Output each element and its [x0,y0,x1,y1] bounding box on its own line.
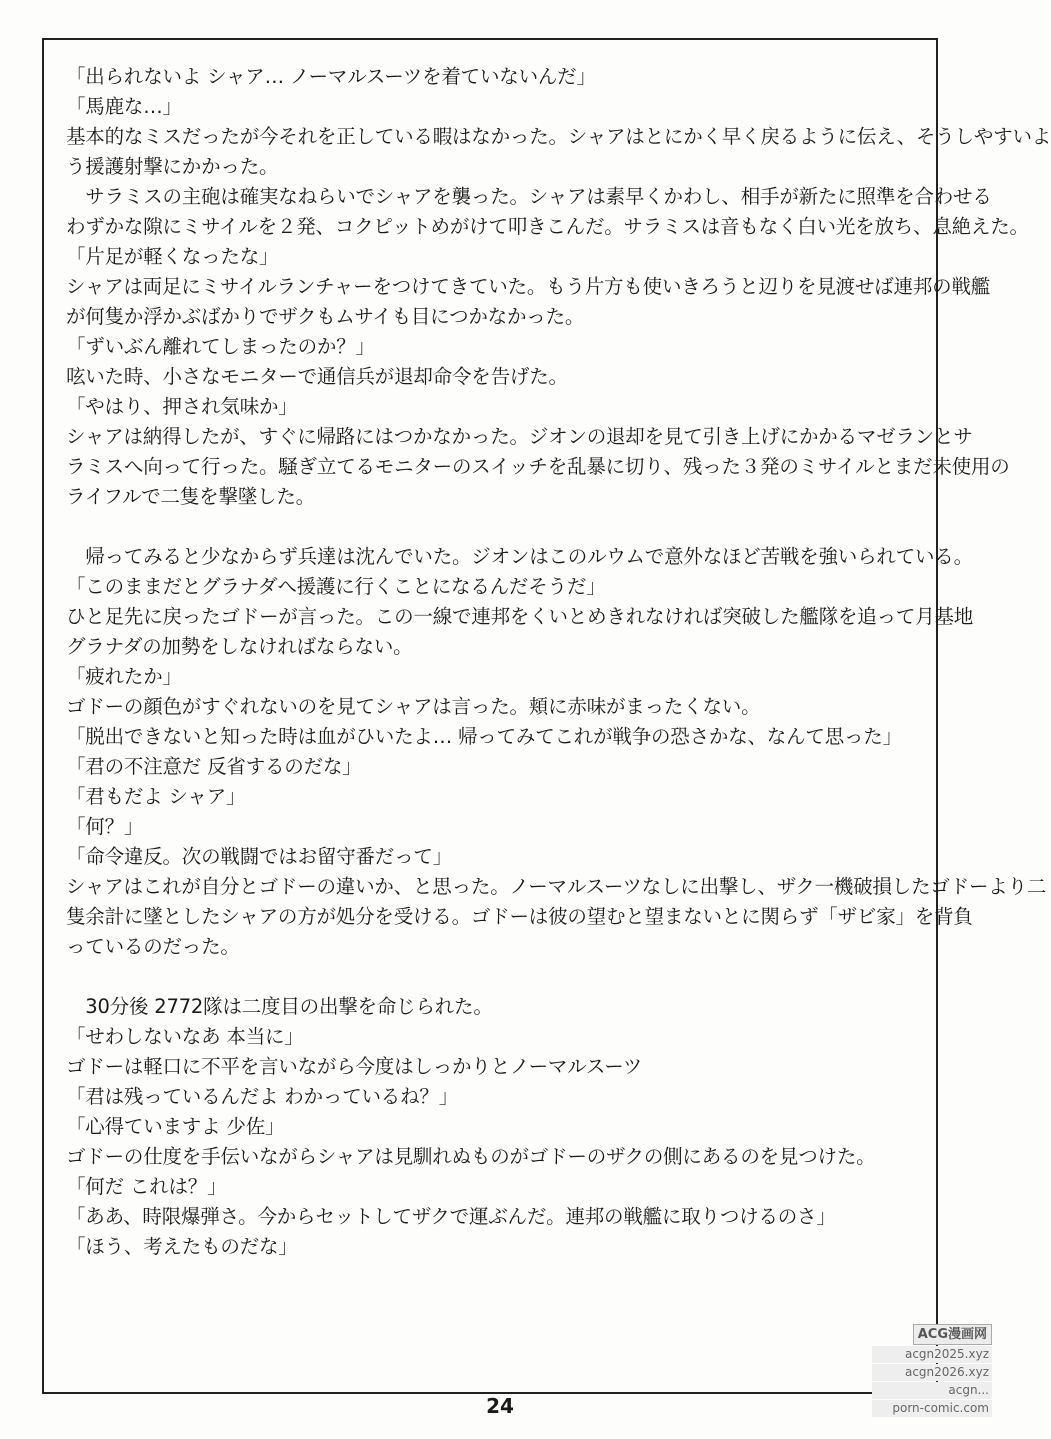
text-line: ゴドーの顔色がすぐれないのを見てシャアは言った。頬に赤味がまったくない。 [66,695,761,718]
text-line: 「心得ていますよ 少佐」 [66,1115,285,1138]
text-line: 「疲れたか」 [66,665,182,688]
text-line: ひと足先に戻ったゴドーが言った。この一線で連邦をくいとめきれなければ突破した艦隊を追って月基地 [66,605,974,628]
text-line: 「君もだよ シャア」 [66,785,246,808]
text-line: 「このままだとグラナダへ援護に行くことになるんだそうだ」 [66,575,606,598]
text-line: 「ああ、時限爆弾さ。今からセットしてザクで運ぶんだ。連邦の戦艦に取りつけるのさ」 [66,1205,836,1228]
text-line: ライフルで二隻を撃墜した。 [66,485,315,508]
text-line: 「出られないよ シャア… ノーマルスーツを着ていないんだ」 [66,65,596,88]
text-line: 「何？」 [66,815,144,838]
text-line: う援護射撃にかかった。 [66,155,279,178]
watermark-url: acgn... [872,1382,992,1399]
text-line: シャアはこれが自分とゴドーの違いか、と思った。ノーマルスーツなしに出撃し、ザク一機破損したゴドーより二 [66,875,1047,898]
paragraph-gap [66,962,926,992]
text-line: ラミスへ向って行った。騒ぎ立てるモニターのスイッチを乱暴に切り、残った３発のミサイルとまだ未使用の [66,455,1010,478]
text-line: 帰ってみると少なからず兵達は沈んでいた。ジオンはこのルウムで意外なほど苦戦を強いられている。 [66,545,973,568]
section-1 [66,62,1051,512]
text-line: 「脱出できないと知った時は血がひいたよ… 帰ってみてこれが戦争の恐さかな、なんて思った」 [66,725,902,748]
text-line: 「ずいぶん離れてしまったのか？」 [66,335,375,358]
text-line: 隻余計に墜としたシャアの方が処分を受ける。ゴドーは彼の望むと望まないとに関らず「ザビ家」を背負 [66,905,973,928]
text-line: 30分後 2772隊は二度目の出撃を命じられた。 [66,995,493,1018]
text-line: 「片足が軽くなったな」 [66,245,279,268]
text-line: シャアは納得したが、すぐに帰路にはつかなかった。ジオンの退却を見て引き上げにかかるマゼランとサ [66,425,973,448]
text-line: ゴドーは軽口に不平を言いながら今度はしっかりとノーマルスーツ [66,1055,643,1078]
paragraph-gap [66,512,926,542]
text-line: 「君の不注意だ 反省するのだな」 [66,755,362,778]
watermark-url: acgn2026.xyz [872,1364,992,1381]
text-body [66,62,1051,1262]
text-line: っているのだった。 [66,935,240,958]
text-line: ゴドーの仕度を手伝いながらシャアは見馴れぬものがゴドーのザクの側にあるのを見つけた。 [66,1145,876,1168]
text-line: わずかな隙にミサイルを２発、コクピットめがけて叩きこんだ。サラミスは音もなく白い光を放ち、息絶えた。 [66,215,1029,238]
text-line: サラミスの主砲は確実なねらいでシャアを襲った。シャアは素早くかわし、相手が新たに照準を合わせる [66,185,992,208]
text-line: 基本的なミスだったが今それを正している暇はなかった。シャアはとにかく早く戻るように伝え、そうしやすいよ [66,125,1051,148]
watermark-logo: ACG漫画网 [913,1324,992,1345]
section-2 [66,542,1047,962]
text-line: 「馬鹿な…」 [66,95,182,118]
text-line: 「やはり、押され気味か」 [66,395,298,418]
text-line: 「せわしないなあ 本当に」 [66,1025,304,1048]
text-line: シャアは両足にミサイルランチャーをつけてきていた。もう片方も使いきろうと辺りを見渡せば連邦の戦艦 [66,275,991,298]
section-3 [66,992,926,1262]
text-line: が何隻か浮かぶばかりでザクもムサイも目につかなかった。 [66,305,585,328]
text-line: 「何だ これは？」 [66,1175,227,1198]
watermark [872,1324,992,1434]
text-line: 呟いた時、小さなモニターで通信兵が退却命令を告げた。 [66,365,568,388]
watermark-url: porn-comic.com [872,1400,992,1417]
text-line: 「ほう、考えたものだな」 [66,1235,298,1258]
page-number: 24 [486,1394,514,1418]
text-line: グラナダの加勢をしなければならない。 [66,635,413,658]
text-line: 「命令違反。次の戦闘ではお留守番だって」 [66,845,453,868]
text-line: 「君は残っているんだよ わかっているね？」 [66,1085,458,1108]
watermark-url: acgn2025.xyz [872,1346,992,1363]
